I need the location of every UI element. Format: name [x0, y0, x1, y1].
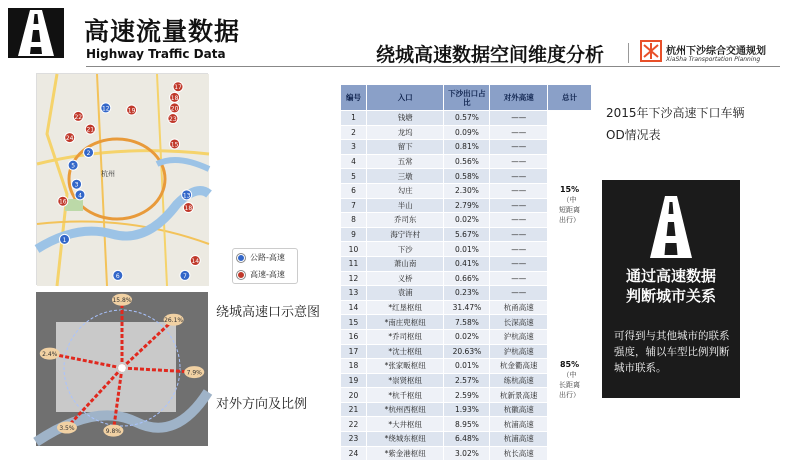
- svg-text:23: 23: [169, 116, 177, 124]
- col-header-entry: 入口: [366, 85, 444, 111]
- svg-text:12: 12: [101, 105, 110, 113]
- map-marker: [183, 203, 193, 213]
- cell-total: 85% （中 长距离 出行）: [548, 300, 592, 461]
- svg-text:19: 19: [127, 107, 136, 115]
- section-subtitle: 绕城高速数据空间维度分析: [376, 44, 605, 66]
- od-table: [340, 84, 592, 461]
- cell-highway: 杭徽高速: [490, 402, 548, 417]
- map-marker: [182, 190, 192, 200]
- conclusion-body: 可得到与其他城市的联系强度，辅以车型比例判断城市联系。: [614, 330, 730, 374]
- map-legend: [232, 248, 298, 284]
- cell-id: 18: [341, 359, 367, 374]
- cell-highway: 杭长高速: [490, 446, 548, 461]
- map-marker: [168, 114, 178, 124]
- cell-id: 6: [341, 183, 367, 198]
- svg-text:13: 13: [182, 192, 191, 200]
- cell-entry: 留下: [366, 140, 444, 155]
- svg-text:3: 3: [74, 181, 79, 189]
- cell-share: 2.79%: [444, 198, 490, 213]
- cell-id: 13: [341, 286, 367, 301]
- svg-text:4: 4: [78, 192, 82, 200]
- cell-highway: ——: [490, 271, 548, 286]
- svg-text:15: 15: [170, 141, 179, 149]
- cell-id: 10: [341, 242, 367, 257]
- map-marker: [180, 270, 190, 280]
- cell-share: 8.95%: [444, 417, 490, 432]
- cell-highway: ——: [490, 169, 548, 184]
- legend-item-highway: 高速-高速: [233, 266, 297, 283]
- map-marker: [170, 139, 180, 149]
- page-title-en: Highway Traffic Data: [86, 47, 226, 61]
- map-graphic: [37, 74, 209, 286]
- cell-highway: 杭新景高速: [490, 388, 548, 403]
- map-marker: [60, 234, 70, 244]
- cell-entry: *乔司枢纽: [366, 329, 444, 344]
- cell-id: 22: [341, 417, 367, 432]
- highway-map: [36, 73, 208, 285]
- cell-share: 2.57%: [444, 373, 490, 388]
- cell-id: 2: [341, 125, 367, 140]
- svg-text:2.4%: 2.4%: [42, 351, 58, 359]
- brand-logo-icon: [640, 40, 662, 62]
- cell-id: 1: [341, 111, 367, 126]
- road-icon: [8, 8, 64, 58]
- cell-share: 7.58%: [444, 315, 490, 330]
- svg-text:22: 22: [74, 113, 83, 121]
- cell-share: 2.59%: [444, 388, 490, 403]
- cell-total: 15% （中 短距离 出行）: [548, 111, 592, 301]
- cell-highway: ——: [490, 154, 548, 169]
- svg-text:26.1%: 26.1%: [164, 317, 184, 325]
- map-marker: [127, 105, 137, 115]
- svg-text:18: 18: [184, 205, 193, 213]
- cell-share: 0.09%: [444, 125, 490, 140]
- cell-highway: ——: [490, 140, 548, 155]
- cell-share: 0.01%: [444, 242, 490, 257]
- cell-highway: 沪杭高速: [490, 344, 548, 359]
- cell-highway: ——: [490, 227, 548, 242]
- cell-highway: 杭金衢高速: [490, 359, 548, 374]
- page-title: 高速流量数据: [84, 17, 241, 46]
- svg-text:5: 5: [71, 162, 76, 170]
- cell-id: 19: [341, 373, 367, 388]
- map-marker: [85, 124, 95, 134]
- header-separator: [628, 43, 629, 63]
- header-rule: [86, 66, 780, 67]
- cell-id: 4: [341, 154, 367, 169]
- cell-id: 21: [341, 402, 367, 417]
- direction-graphic: [36, 292, 208, 446]
- cell-highway: ——: [490, 125, 548, 140]
- road-logo: [8, 8, 64, 58]
- red-dot-icon: [237, 271, 245, 279]
- cell-share: 31.47%: [444, 300, 490, 315]
- cell-share: 5.67%: [444, 227, 490, 242]
- svg-text:20: 20: [170, 105, 179, 113]
- cell-entry: *沈士枢纽: [366, 344, 444, 359]
- map-city-label: 杭州: [101, 170, 115, 178]
- cell-highway: ——: [490, 111, 548, 126]
- cell-id: 7: [341, 198, 367, 213]
- cell-id: 14: [341, 300, 367, 315]
- legend-item-road: 公路-高速: [233, 249, 297, 266]
- cell-entry: 三墩: [366, 169, 444, 184]
- svg-text:17: 17: [174, 84, 182, 92]
- cell-entry: 萧山南: [366, 256, 444, 271]
- conclusion-title: 通过高速数据 判断城市关系: [625, 267, 716, 305]
- map-marker: [73, 111, 83, 121]
- road-icon: [646, 194, 696, 260]
- map-marker: [58, 196, 68, 206]
- blue-dot-icon: [237, 254, 245, 262]
- cell-share: 2.30%: [444, 183, 490, 198]
- table-header-row: [341, 85, 592, 111]
- cell-share: 0.58%: [444, 169, 490, 184]
- map-marker: [113, 270, 123, 280]
- direction-schematic: [36, 292, 208, 446]
- col-header-highway: 对外高速: [490, 85, 548, 111]
- cell-id: 11: [341, 256, 367, 271]
- cell-highway: ——: [490, 183, 548, 198]
- map-marker: [84, 147, 94, 157]
- cell-id: 9: [341, 227, 367, 242]
- cell-entry: 半山: [366, 198, 444, 213]
- cell-highway: 杭浦高速: [490, 432, 548, 447]
- cell-share: 0.02%: [444, 213, 490, 228]
- cell-entry: 下沙: [366, 242, 444, 257]
- map-marker: [75, 190, 85, 200]
- cell-id: 8: [341, 213, 367, 228]
- cell-highway: ——: [490, 242, 548, 257]
- cell-id: 16: [341, 329, 367, 344]
- svg-text:3.5%: 3.5%: [59, 425, 75, 433]
- svg-text:2: 2: [86, 149, 91, 157]
- cell-share: 1.93%: [444, 402, 490, 417]
- cell-share: 20.63%: [444, 344, 490, 359]
- cell-entry: *张家畈枢纽: [366, 359, 444, 374]
- svg-text:24: 24: [65, 135, 74, 143]
- cell-entry: *南庄兜枢纽: [366, 315, 444, 330]
- map-marker: [170, 92, 180, 102]
- cell-share: 0.57%: [444, 111, 490, 126]
- cell-id: 24: [341, 446, 367, 461]
- cell-highway: 杭浦高速: [490, 417, 548, 432]
- cell-entry: *紫金港枢纽: [366, 446, 444, 461]
- cell-share: 0.81%: [444, 140, 490, 155]
- cell-highway: 长深高速: [490, 315, 548, 330]
- svg-text:18: 18: [170, 94, 179, 102]
- cell-entry: 海宁许村: [366, 227, 444, 242]
- svg-text:7.9%: 7.9%: [186, 369, 202, 377]
- svg-text:1: 1: [62, 236, 67, 244]
- cell-share: 6.48%: [444, 432, 490, 447]
- cell-id: 15: [341, 315, 367, 330]
- cell-share: 0.66%: [444, 271, 490, 286]
- svg-text:14: 14: [191, 258, 200, 266]
- svg-text:16: 16: [58, 198, 67, 206]
- cell-highway: ——: [490, 256, 548, 271]
- cell-entry: 勾庄: [366, 183, 444, 198]
- cell-entry: *杭州西枢纽: [366, 402, 444, 417]
- brand-name: 杭州下沙综合交通规划: [666, 46, 766, 57]
- col-header-total: 总计: [548, 85, 592, 111]
- direction-caption: 对外方向及比例: [216, 397, 308, 412]
- cell-entry: 义桥: [366, 271, 444, 286]
- map-marker: [65, 133, 75, 143]
- cell-share: 0.01%: [444, 359, 490, 374]
- cell-id: 5: [341, 169, 367, 184]
- svg-text:6: 6: [115, 272, 120, 280]
- cell-share: 0.41%: [444, 256, 490, 271]
- cell-id: 20: [341, 388, 367, 403]
- svg-text:9.8%: 9.8%: [105, 428, 122, 436]
- cell-highway: 杭甬高速: [490, 300, 548, 315]
- svg-text:15.8%: 15.8%: [112, 297, 132, 305]
- map-marker: [173, 82, 183, 92]
- brand-name-en: XiaSha Transportation Planning: [666, 56, 761, 63]
- cell-share: 0.23%: [444, 286, 490, 301]
- cell-id: 17: [341, 344, 367, 359]
- cell-entry: 乔司东: [366, 213, 444, 228]
- cell-entry: 龙坞: [366, 125, 444, 140]
- map-marker: [101, 103, 111, 113]
- cell-entry: *绕城东枢纽: [366, 432, 444, 447]
- cell-entry: *大井枢纽: [366, 417, 444, 432]
- cell-entry: *崇贤枢纽: [366, 373, 444, 388]
- svg-text:21: 21: [86, 126, 95, 134]
- cell-highway: 沪杭高速: [490, 329, 548, 344]
- cell-highway: 练杭高速: [490, 373, 548, 388]
- cell-entry: *杭千枢纽: [366, 388, 444, 403]
- od-table-title: 2015年下沙高速下口车辆OD情况表: [606, 106, 745, 142]
- table-row: [341, 300, 592, 315]
- cell-entry: 钱塘: [366, 111, 444, 126]
- map-marker: [68, 160, 78, 170]
- svg-text:7: 7: [183, 272, 187, 280]
- cell-share: 0.56%: [444, 154, 490, 169]
- cell-share: 0.02%: [444, 329, 490, 344]
- cell-entry: *红垦枢纽: [366, 300, 444, 315]
- cell-id: 3: [341, 140, 367, 155]
- cell-highway: ——: [490, 286, 548, 301]
- cell-id: 23: [341, 432, 367, 447]
- cell-highway: ——: [490, 213, 548, 228]
- cell-id: 12: [341, 271, 367, 286]
- conclusion-box: [602, 180, 740, 398]
- col-header-id: 编号: [341, 85, 367, 111]
- col-header-share: 下沙出口占比: [444, 85, 490, 111]
- cell-entry: 五常: [366, 154, 444, 169]
- map-marker: [72, 179, 82, 189]
- cell-highway: ——: [490, 198, 548, 213]
- cell-share: 3.02%: [444, 446, 490, 461]
- table-row: [341, 111, 592, 126]
- map-marker: [170, 103, 180, 113]
- map-caption: 绕城高速口示意图: [216, 305, 321, 320]
- map-marker: [190, 256, 200, 266]
- cell-entry: 袁浦: [366, 286, 444, 301]
